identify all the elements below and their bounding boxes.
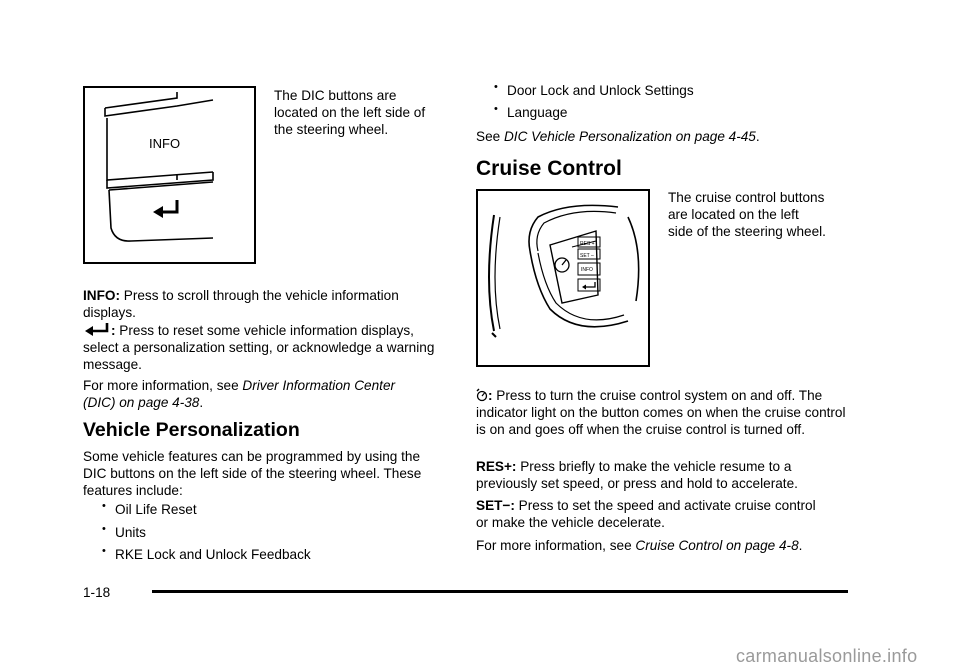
cruise-figure-caption — [668, 189, 826, 240]
cruise-more-info — [476, 537, 802, 554]
enter-arrow-icon — [153, 200, 177, 218]
cruise-control-heading: Cruise Control — [476, 157, 622, 180]
info-text: Press to scroll through the vehicle information displays. — [83, 288, 399, 320]
set-description — [476, 497, 816, 531]
bullet-item — [494, 81, 694, 99]
caption-line: The cruise control buttons — [668, 190, 825, 205]
bullet-icon: • — [494, 81, 498, 93]
res-button-label: RES + — [580, 241, 595, 247]
caption-line: side of the steering wheel. — [668, 224, 826, 239]
res-term: RES+: — [476, 459, 517, 474]
cruise-reference-link[interactable]: Cruise Control on page 4-8 — [635, 538, 799, 553]
bullet-icon: • — [102, 500, 106, 512]
caption-line: are located on the left — [668, 207, 799, 222]
res-text: Press briefly to make the vehicle resume to a previously set speed, or press and hold to accelerate. — [476, 459, 798, 491]
bullet-text: Door Lock and Unlock Settings — [507, 83, 694, 98]
cruise-on-off-icon — [555, 258, 569, 272]
info-description — [83, 287, 443, 321]
cruise-buttons-illustration — [478, 191, 648, 365]
bullet-item — [494, 103, 568, 121]
personalization-intro: Some vehicle features can be programmed by using the DIC buttons on the left side of the steering wheel. These features include: — [83, 449, 422, 498]
dic-buttons-figure — [83, 86, 256, 264]
info-button-label: INFO — [149, 136, 181, 151]
dic-figure-caption — [274, 87, 425, 138]
info-term: INFO: — [83, 288, 120, 303]
personalization-reference-link[interactable]: DIC Vehicle Personalization on page 4-45 — [503, 129, 756, 144]
see-end: . — [755, 129, 760, 144]
vehicle-personalization-heading: Vehicle Personalization — [83, 419, 300, 441]
enter-description — [83, 322, 443, 373]
onoff-text: Press to turn the cruise control system on and off. The indicator light on the button comes on when the cruise control is on and goes off when the cruise control is turned off. — [476, 388, 846, 437]
caption-line: the steering wheel. — [274, 122, 389, 137]
bullet-text: Units — [115, 525, 146, 540]
footer-rule — [152, 590, 848, 593]
enter-arrow-icon — [582, 282, 595, 290]
more-info-text: For more information, see — [83, 378, 243, 393]
bullet-text: Language — [507, 105, 568, 120]
personalization-see-ref — [476, 128, 760, 145]
more-info-end: . — [199, 395, 204, 410]
enter-term: : — [111, 323, 116, 338]
bullet-item — [102, 523, 146, 541]
enter-text: Press to reset some vehicle information displays, select a personalization setting, or acknowledge a warning message. — [83, 323, 435, 372]
bullet-icon: • — [102, 523, 106, 535]
bullet-text: RKE Lock and Unlock Feedback — [115, 547, 311, 562]
watermark: carmanualsonline.info — [736, 646, 918, 666]
enter-arrow-icon — [83, 322, 111, 336]
caption-line: located on the left side of — [274, 105, 426, 120]
res-description — [476, 458, 848, 492]
info-button-label: INFO — [581, 267, 593, 273]
dic-more-info — [83, 377, 413, 411]
cruise-buttons-figure — [476, 189, 650, 367]
dic-reference-link[interactable]: Driver Information Center (DIC) on page 4-38 — [83, 378, 396, 410]
bullet-text: Oil Life Reset — [115, 502, 197, 517]
dic-buttons-illustration — [85, 88, 254, 262]
set-term: SET−: — [476, 498, 515, 513]
set-text: Press to set the speed and activate cruise control or make the vehicle decelerate. — [476, 498, 816, 530]
more-info-text: For more information, see — [476, 538, 636, 553]
bullet-icon: • — [102, 545, 106, 557]
onoff-term: : — [488, 388, 493, 403]
cruise-onoff-description — [476, 387, 848, 438]
bullet-item — [102, 545, 311, 563]
bullet-item — [102, 500, 197, 518]
bullet-icon: • — [494, 103, 498, 115]
set-button-label: SET – — [580, 253, 594, 259]
page-number: 1-18 — [83, 585, 111, 600]
cruise-on-off-icon — [476, 388, 488, 402]
caption-line: The DIC buttons are — [274, 88, 397, 103]
see-text: See — [476, 129, 504, 144]
more-info-end: . — [798, 538, 803, 553]
